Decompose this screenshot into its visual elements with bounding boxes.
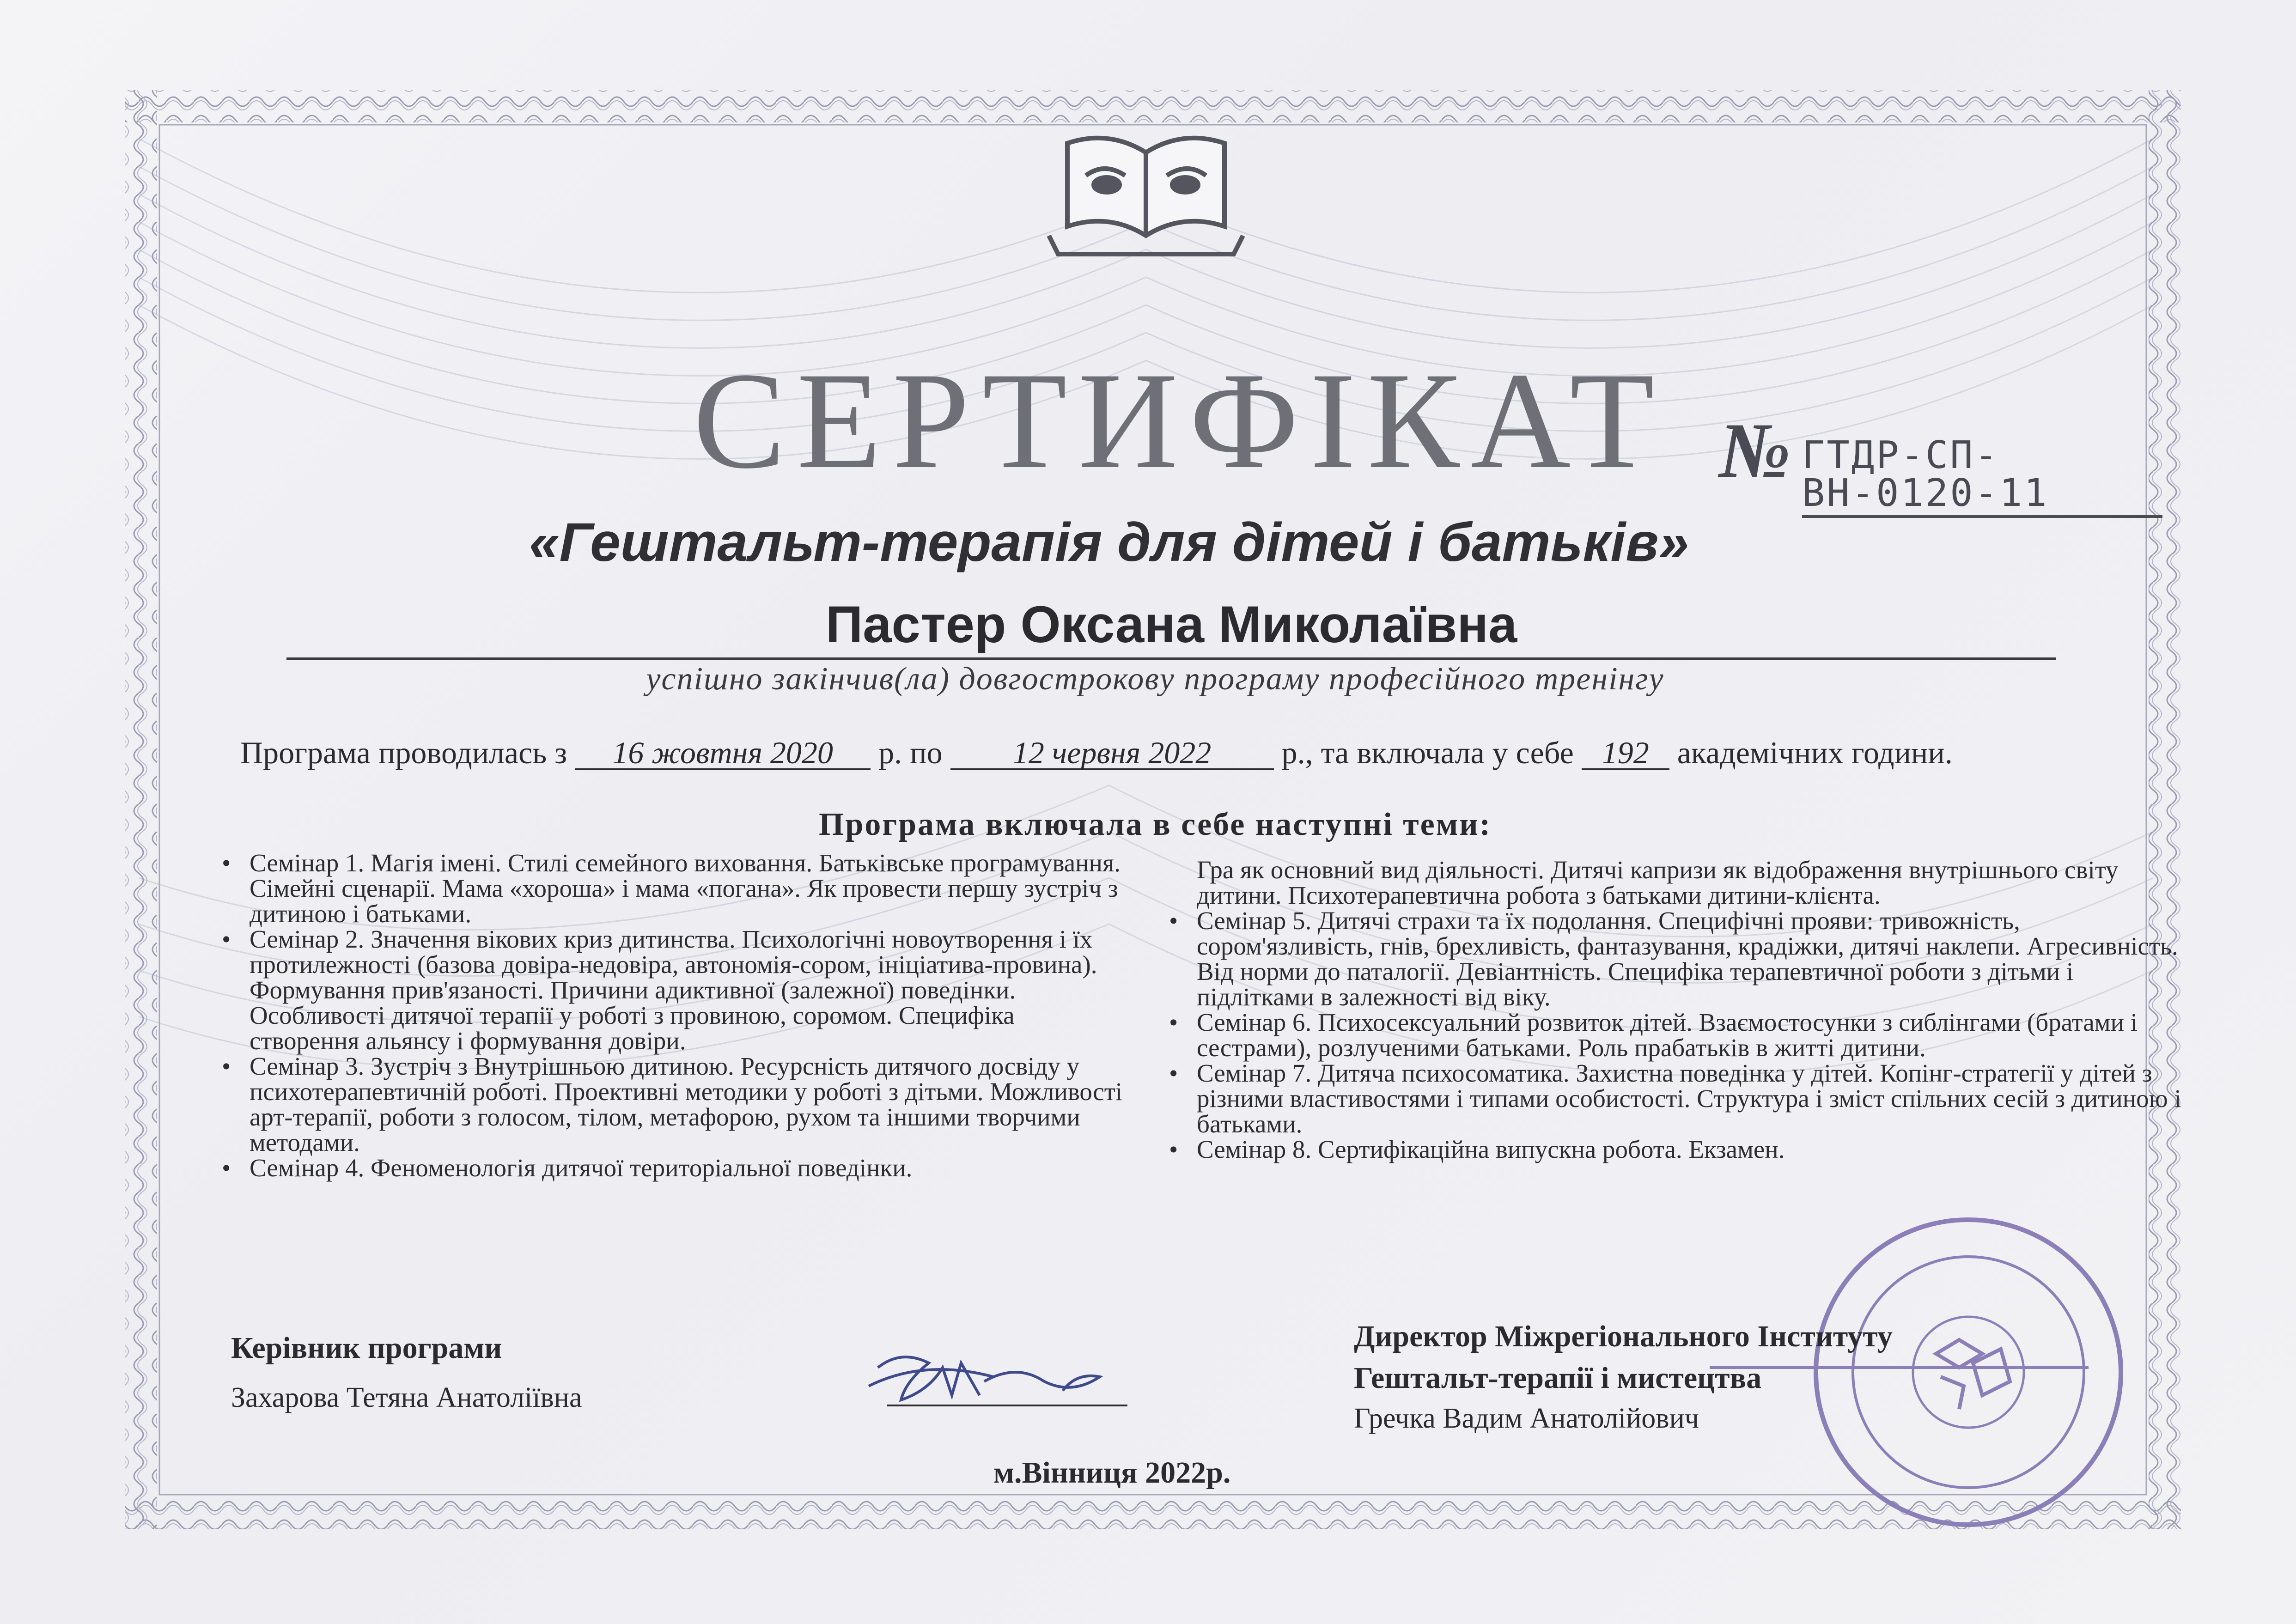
end-date: 12 червня 2022 <box>950 737 1274 770</box>
bullet: • <box>222 1052 231 1080</box>
completion-text: успішно закінчив(ла) довгострокову програму професійного тренінгу <box>646 661 1664 697</box>
bullet: • <box>222 1154 231 1182</box>
director-name: Гречка Вадим Анатолійович <box>1354 1403 1699 1434</box>
bullet: • <box>1169 1008 1178 1036</box>
topic-item: • Семінар 6. Психосексуальний розвиток дітей. Взаємостосунки з сиблінгами (братами і сестрами), розлученими батьками. Роль прабатьків в житті дитини. <box>1169 1008 2138 1062</box>
topic-item: • Семінар 2. Значення вікових криз дитинства. Психологічні новоутворення і їх протилежності (базова довіра-недовіра, автономія-сором, ініціатива-провина). Формування прив'язаності. Причини адиктивної (залежної) поведінки. Особливості дитячої терапії у роботі з провиною, соромом. Специфіка створення альянсу і формування довіри. <box>222 925 1097 1055</box>
bullet: • <box>1169 906 1178 935</box>
topic-item: • Семінар 4. Феноменологія дитячої територіальної поведінки. <box>222 1154 913 1182</box>
topic-item: • Семінар 5. Дитячі страхи та їх подолання. Специфічні прояви: тривожність, сором'язливість, гнів, брехливість, фантазування, крадіжки, дитячі наклепи. Агресивність. Від норми до паталогії. Девіантність. Специфіка терапевтичної роботи з дітьми і підлітками в залежності від віку. <box>1169 906 2178 1011</box>
bullet: • <box>1169 1135 1178 1163</box>
signature-scribble <box>869 1357 1100 1400</box>
city-year: м.Вінниця 2022р. <box>993 1456 1231 1490</box>
bullet: • <box>1169 1059 1178 1087</box>
recipient-name: Пастер Оксана Миколаївна <box>286 596 2056 660</box>
topic-item: • Семінар 7. Дитяча психосоматика. Захистна поведінка у дітей. Копінг-стратегії у дітей з різними властивостями і типами особистості. Структура і зміст спільних сесій з дитиною і батьками. <box>1169 1059 2181 1138</box>
dates-suffix-1: р., та включала у себе <box>1281 735 1574 770</box>
border-left <box>125 90 157 1529</box>
start-date: 16 жовтня 2020 <box>575 737 871 770</box>
dates-prefix: Програма проводилась з <box>240 735 567 770</box>
director-title-line-1: Директор Міжрегіонального Інституту <box>1354 1320 1893 1353</box>
dates-suffix-2: академічних години. <box>1677 735 1953 770</box>
certificate-title: СЕРТИФІКАТ <box>693 344 1666 497</box>
number-sign: № <box>1719 407 1791 494</box>
border-right <box>2149 90 2181 1529</box>
hours-count: 192 <box>1582 737 1669 770</box>
topic-item: • Семінар 3. Зустріч з Внутрішньою дитиною. Ресурсність дитячого досвіду у психотерапевтичній роботі. Проективні методики у роботі з дітьми. Можливості арт-терапії, роботи з голосом, тілом, метафорою, рухом та іншими творчими методами. <box>222 1052 1123 1156</box>
dates-middle: р. по <box>878 735 943 770</box>
topic-item: • Семінар 8. Сертифікаційна випускна робота. Екзамен. <box>1169 1135 1785 1163</box>
bullet: • <box>222 849 231 877</box>
topic-continuation: Гра як основний вид діяльності. Дитячі капризи як відображення внутрішнього світу дитини. Психотерапевтична робота з батьками дитини-клієнта. <box>1197 856 2119 909</box>
certificate-number: ГТДР-СП-ВН-0120-11 <box>1802 437 2162 518</box>
program-head-title: Керівник програми <box>231 1331 502 1365</box>
topic-item: • Семінар 1. Магія імені. Стилі семейного виховання. Батьківське програмування. Сімейні сценарії. Мама «хороша» і мама «погана». Як провести першу зустріч з дитиною і батьками. <box>222 849 1121 928</box>
program-dates-line <box>240 735 2158 771</box>
signature-line <box>887 1405 1127 1406</box>
program-head-name: Захарова Тетяна Анатоліївна <box>231 1382 582 1413</box>
director-title-line-2: Гештальт-терапії і мистецтва <box>1354 1361 1762 1395</box>
topics-heading: Програма включала в себе наступні теми: <box>818 807 1492 842</box>
bullet: • <box>222 925 231 953</box>
border-top <box>125 90 2181 122</box>
topics-left-column <box>222 850 1127 1180</box>
program-name: «Гештальт-терапія для дітей і батьків» <box>529 512 1689 573</box>
topics-right-column <box>1169 857 2186 1162</box>
official-stamp-seal <box>1710 1220 2121 1525</box>
border-bottom <box>125 1497 2181 1529</box>
book-emblem-icon <box>1049 138 1243 254</box>
